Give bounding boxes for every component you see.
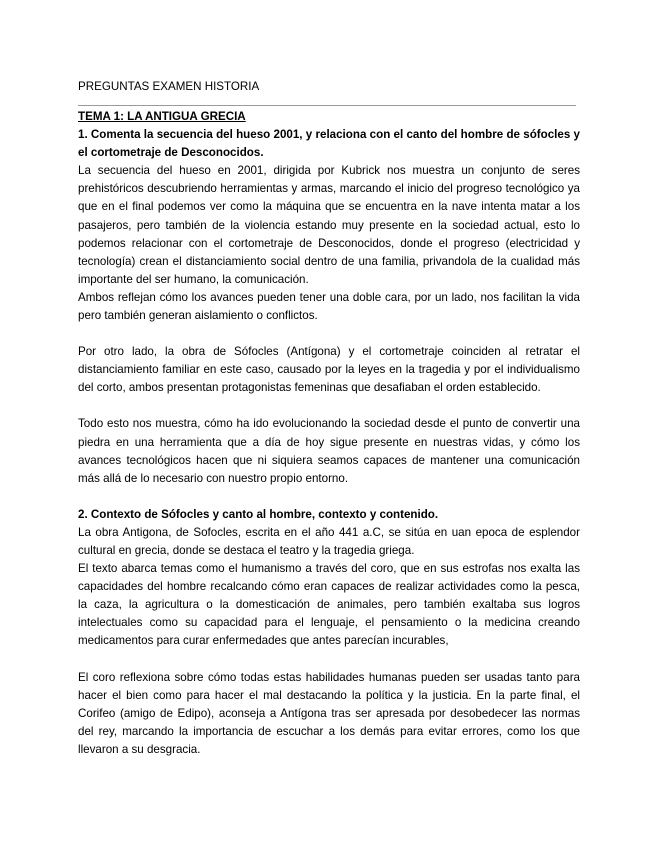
- q1-paragraph-3: Por otro lado, la obra de Sófocles (Antígona) y el cortometraje coinciden al retratar el distanciamiento familiar en este caso, causado por la leyes en la tragedia y por el individualismo del corto, ambos presentan protagonistas femeninas que desafiaban el orden establecido.: [78, 345, 580, 395]
- q1-paragraph-2: Ambos reflejan cómo los avances pueden tener una doble cara, por un lado, nos facilitan la vida pero también generan aislamiento o conflictos.: [78, 290, 580, 323]
- q2-paragraph-1: La obra Antigona, de Sofocles, escrita en el año 441 a.C, se sitúa en uan epoca de esplendor cultural en grecia, donde se destaca el teatro y la tragedia griega.: [78, 525, 580, 557]
- section-title: TEMA 1: LA ANTIGUA GRECIA: [78, 110, 246, 123]
- title-divider: [78, 105, 576, 106]
- q1-paragraph-4: Todo esto nos muestra, cómo ha ido evolucionando la sociedad desde el punto de convertir una piedra en una herramienta que a día de hoy sigue presente en nuestras vidas, y cómo los avances tecnológicos hacen que ni siquiera seamos capaces de mantener una comunicación más allá de lo necesario con nuestro propio entorno.: [78, 417, 580, 485]
- question-2: 2. Contexto de Sófocles y canto al hombre, contexto y contenido.: [78, 507, 439, 521]
- q1-paragraph-1: La secuencia del hueso en 2001, dirigida por Kubrick nos muestra un conjunto de seres prehistóricos descubriendo herramientas y armas, marcando el inicio del progreso tecnológico ya que en el final podemos ver como la máquina que se encuentra en la nave intenta matar a los pasajeros, pero también de la violencia estando muy presente en la sociedad actual, esto lo podemos relacionar con el cortometraje de Desconocidos, donde el progreso (electricidad y tecnología) crean el distanciamiento social dentro de una familia, privandola de la cualidad más importante del ser humano, la comunicación.: [78, 164, 580, 286]
- question-1: 1. Comenta la secuencia del hueso 2001, y relaciona con el canto del hombre de sófocles y el cortometraje de Desconocidos.: [78, 128, 580, 160]
- spacer: [78, 651, 580, 669]
- document-title: PREGUNTAS EXAMEN HISTORIA: [78, 80, 260, 93]
- document-page: [78, 78, 580, 759]
- q2-paragraph-2: El texto abarca temas como el humanismo a través del coro, que en sus estrofas nos exalta las capacidades del hombre recalcando cómo eran capaces de realizar actividades como la pesca, la caza, la agricultura o la domesticación de animales, pero también exaltaba sus logros intelectuales como su capacidad para el lenguaje, el pensamiento o la medicina creando medicamentos para curar enfermedades que antes parecían incurables,: [78, 562, 580, 648]
- spacer: [78, 325, 580, 343]
- spacer: [78, 488, 580, 506]
- spacer: [78, 397, 580, 415]
- q2-paragraph-3: El coro reflexiona sobre cómo todas estas habilidades humanas pueden ser usadas tanto para hacer el bien como para hacer el mal destacando la política y la justicia. En la parte final, el Corifeo (amigo de Edipo), aconseja a Antígona tras ser apresada por desobedecer las normas del rey, marcando la importancia de escuchar a los demás para evitar errores, como los que llevaron a su desgracia.: [78, 670, 580, 756]
